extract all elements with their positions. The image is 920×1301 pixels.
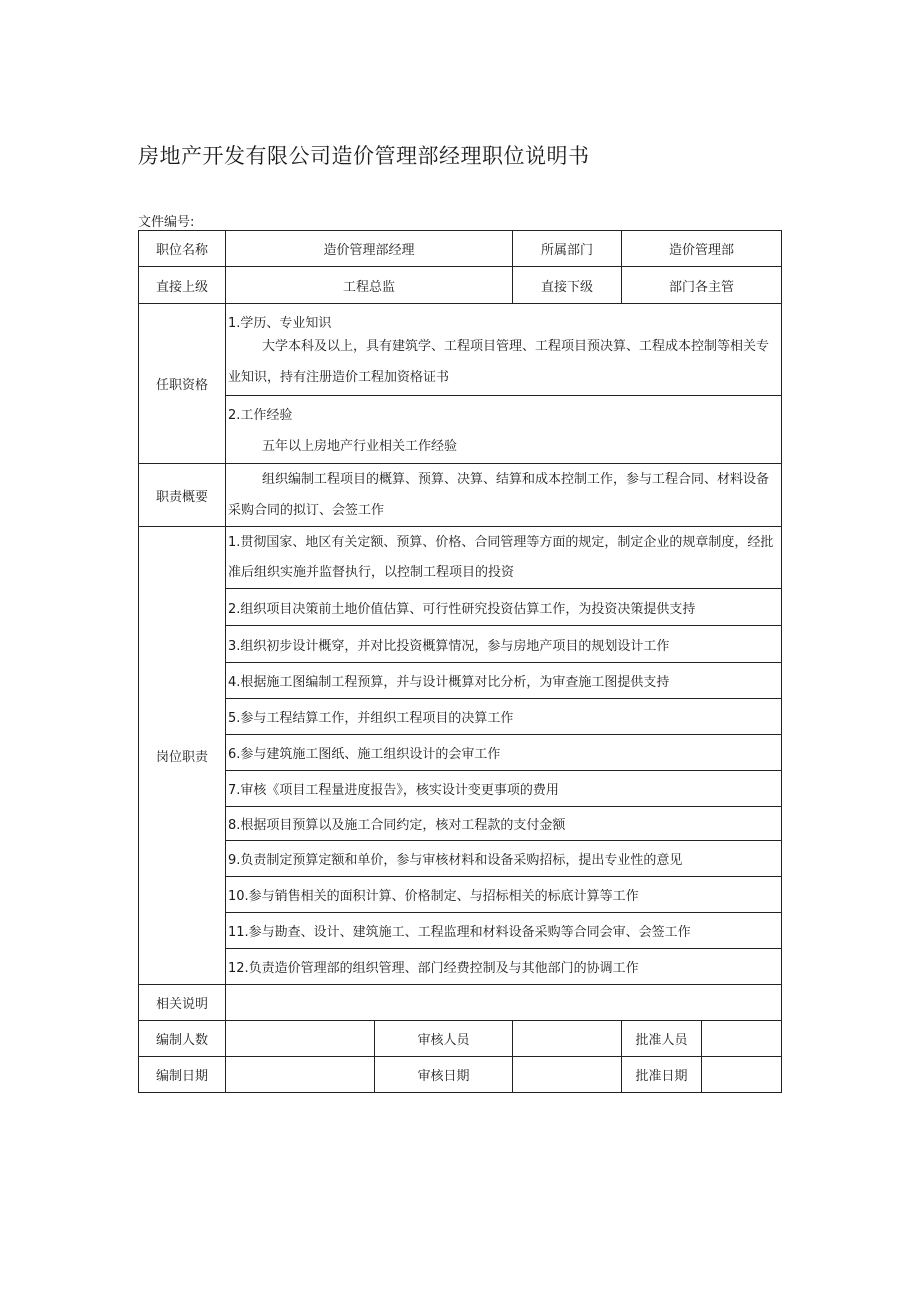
duty-item: 3.组织初步设计概穿，并对比投资概算情况，参与房地产项目的规划设计工作 [226,626,782,663]
experience-title: 2.工作经验 [228,408,293,423]
duty-item: 4.根据施工图编制工程预算，并与设计概算对比分析，为审查施工图提供支持 [226,663,782,699]
prepared-by-value [226,1021,375,1057]
notes-row [139,985,782,1021]
duty-item: 5.参与工程结算工作，并组织工程项目的决算工作 [226,699,782,735]
summary-label: 职责概要 [139,464,226,527]
education-cell [226,304,782,396]
superior-label: 直接上级 [139,267,226,304]
document-title: 房地产开发有限公司造价管理部经理职位说明书 [138,144,590,168]
duty-row [139,663,782,699]
signature-row [139,1021,782,1057]
duty-item: 8.根据项目预算以及施工合同约定，核对工程款的支付金额 [226,807,782,841]
reporting-row [139,267,782,304]
duty-item: 11.参与勘查、设计、建筑施工、工程监理和材料设备采购等合同会审、会签工作 [226,913,782,949]
reviewed-by-label: 审核人员 [375,1021,513,1057]
reviewed-by-value [513,1021,622,1057]
approved-by-label: 批准人员 [622,1021,702,1057]
duty-item: 6.参与建筑施工图纸、施工组织设计的会审工作 [226,735,782,771]
duty-item: 10.参与销售相关的面积计算、价格制定、与招标相关的标底计算等工作 [226,877,782,913]
approved-date-label: 批准日期 [622,1057,702,1093]
experience-cell [226,396,782,464]
education-title: 1.学历、专业知识 [228,316,332,331]
summary-row [139,464,782,527]
approved-by-value [702,1021,782,1057]
qualification-education-row [139,304,782,396]
summary-cell [226,464,782,527]
position-row [139,231,782,267]
duty-row [139,699,782,735]
reviewed-date-label: 审核日期 [375,1057,513,1093]
job-description-table [138,230,782,1093]
position-name-label: 职位名称 [139,231,226,267]
reviewed-date-value [513,1057,622,1093]
summary-text: 组织编制工程项目的概算、预算、决算、结算和成本控制工作，参与工程合同、材料设备采购合同的拟订、会签工作 [228,472,770,518]
duty-row [139,771,782,807]
file-number-label: 文件编号: [138,215,195,230]
education-text: 大学本科及以上，具有建筑学、工程项目管理、工程项目预决算、工程成本控制等相关专业知识，持有注册造价工程加资格证书 [228,339,770,385]
duty-item: 9.负责制定预算定额和单价，参与审核材料和设备采购招标，提出专业性的意见 [226,841,782,877]
department-value: 造价管理部 [622,231,782,267]
duty-row [139,913,782,949]
duty-row [139,949,782,985]
duty-item: 12.负责造价管理部的组织管理、部门经费控制及与其他部门的协调工作 [226,949,782,985]
duty-row [139,589,782,626]
duty-row [139,626,782,663]
duty-row [139,841,782,877]
notes-label: 相关说明 [139,985,226,1021]
duty-row [139,735,782,771]
duty-row [139,877,782,913]
subordinate-label: 直接下级 [513,267,622,304]
notes-value [226,985,782,1021]
prepared-date-label: 编制日期 [139,1057,226,1093]
duties-label: 岗位职责 [139,527,226,985]
duty-row [139,807,782,841]
duty-item: 7.审核《项目工程量进度报告》，核实设计变更事项的费用 [226,771,782,807]
position-name-value: 造价管理部经理 [226,231,513,267]
department-label: 所属部门 [513,231,622,267]
prepared-by-label: 编制人数 [139,1021,226,1057]
subordinate-value: 部门各主管 [622,267,782,304]
approved-date-value [702,1057,782,1093]
date-row [139,1057,782,1093]
duty-item: 1.贯彻国家、地区有关定额、预算、价格、合同管理等方面的规定，制定企业的规章制度，经批准后组织实施并监督执行，以控制工程项目的投资 [226,527,782,589]
qualification-experience-row [139,396,782,464]
superior-value: 工程总监 [226,267,513,304]
qualifications-label: 任职资格 [139,304,226,464]
prepared-date-value [226,1057,375,1093]
experience-text: 五年以上房地产行业相关工作经验 [262,439,458,454]
duty-item: 2.组织项目决策前土地价值估算、可行性研究投资估算工作，为投资决策提供支持 [226,589,782,626]
duty-row [139,527,782,589]
